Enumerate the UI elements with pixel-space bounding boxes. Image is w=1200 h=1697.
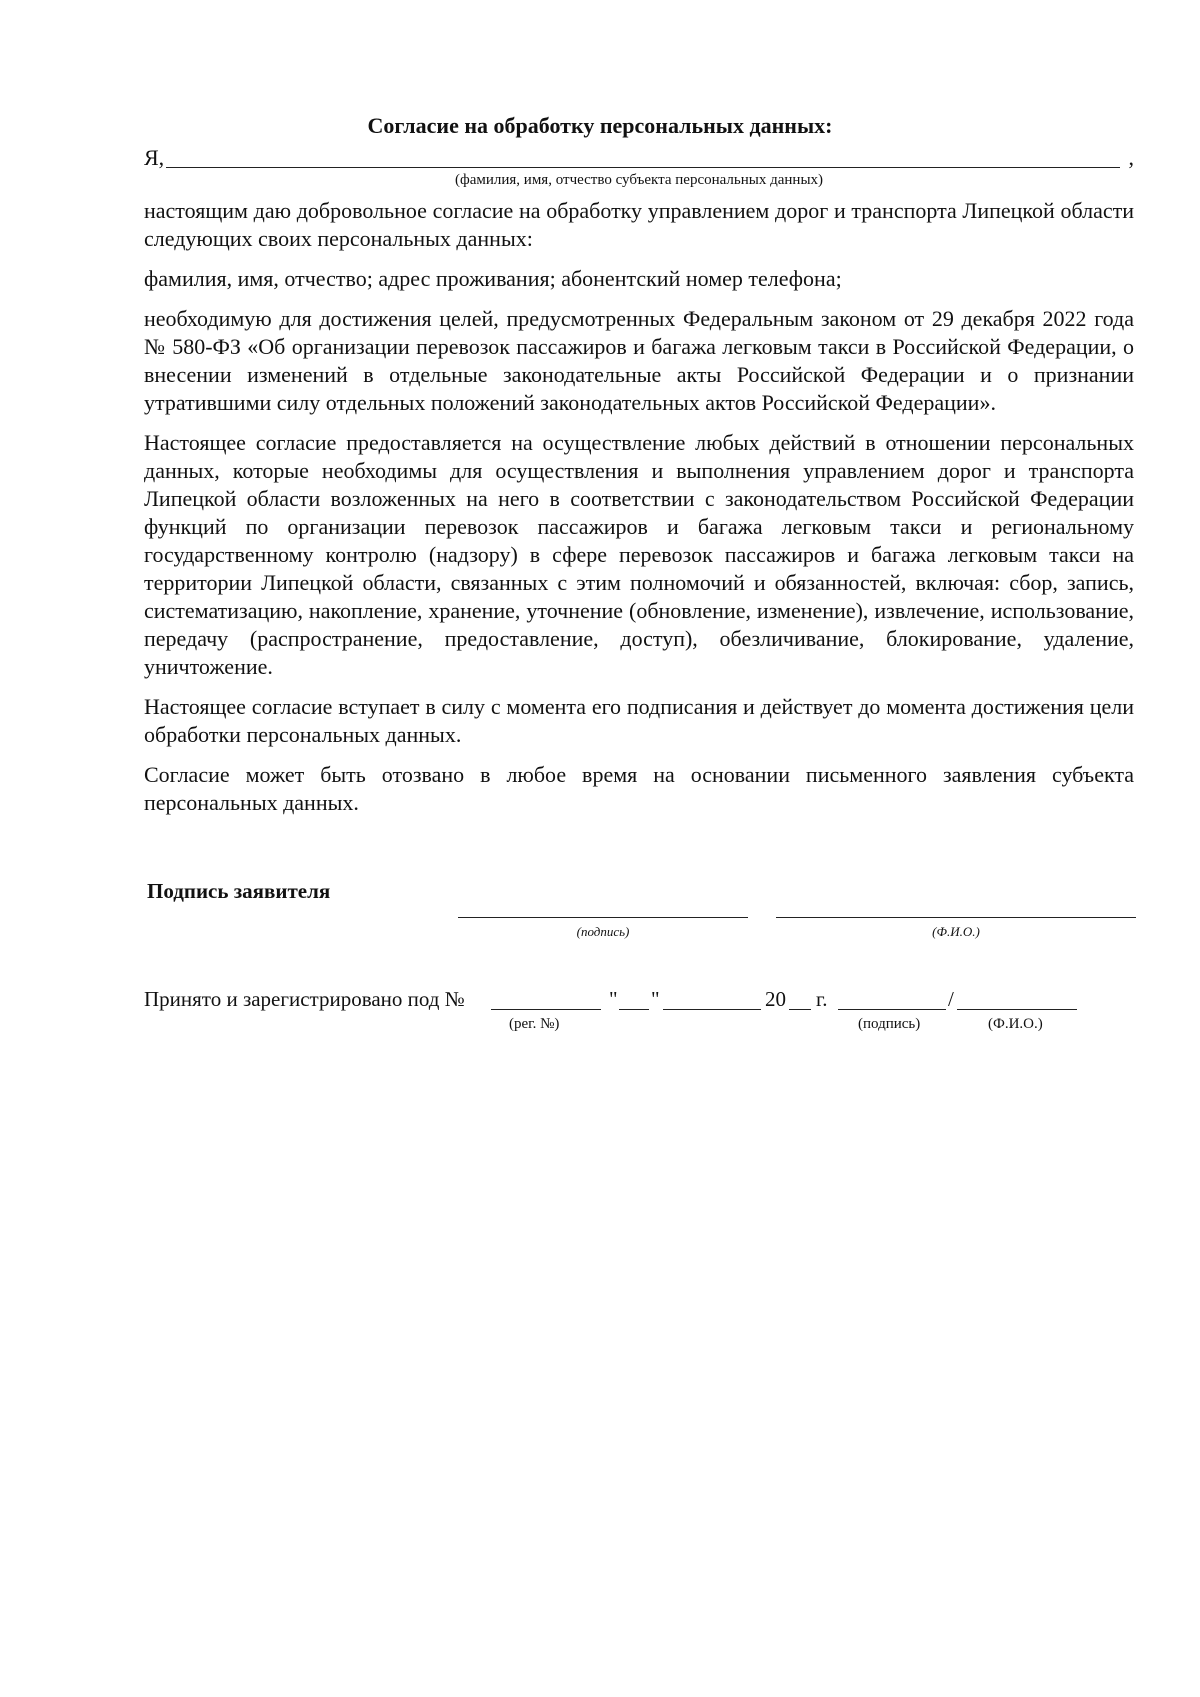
paragraph-data-list: фамилия, имя, отчество; адрес проживания; абонентский номер телефона; [144, 266, 842, 291]
date-quote-open: " [609, 987, 618, 1011]
applicant-fio-caption: (Ф.И.О.) [932, 924, 980, 939]
year-suffix: г. [816, 987, 828, 1011]
reg-number-caption: (рег. №) [509, 1016, 560, 1032]
paragraph-validity: Настоящее согласие вступает в силу с момента его подписания и действует до момента достижения цели обработки персональных данных. [144, 694, 1134, 747]
name-suffix: , [1128, 145, 1134, 170]
day-blank[interactable] [619, 1009, 649, 1010]
document-title: Согласие на обработку персональных данных: [367, 113, 833, 138]
consent-body [144, 197, 1134, 829]
registration-prefix: Принято и зарегистрировано под № [144, 987, 465, 1011]
paragraph-consent-intro: настоящим даю добровольное согласие на обработку управлением дорог и транспорта Липецкой области следующих своих персональных данных: [144, 198, 1134, 251]
reg-number-blank[interactable] [491, 1009, 601, 1010]
registrar-fio-caption: (Ф.И.О.) [988, 1016, 1043, 1032]
registrar-signature-caption: (подпись) [858, 1016, 921, 1032]
name-field-caption: (фамилия, имя, отчество субъекта персональных данных) [454, 172, 824, 188]
slash-separator: / [948, 987, 954, 1011]
registrar-fio-blank[interactable] [957, 1009, 1077, 1010]
year-prefix: 20 [765, 987, 786, 1011]
paragraph-purpose: необходимую для достижения целей, предусмотренных Федеральным законом от 29 декабря 2022 года № 580-ФЗ «Об организации перевозок пассажиров и багажа легковым такси в Российской Федерации, о внесении изменений в отдельные законодательные акты Российской Федерации и о признании утратившими силу отдельных положений законодательных актов Российской Федерации». [144, 306, 1134, 415]
applicant-signature-line[interactable] [458, 917, 748, 918]
paragraph-actions: Настоящее согласие предоставляется на осуществление любых действий в отношении персональных данных, которые необходимы для осуществления и выполнения управлением дорог и транспорта Липецкой области возложенных на него в соответствии с законодательством Российской Федерации функций по организации перевозок пассажиров и багажа легковым такси и региональному государственному контролю (надзору) в сфере перевозок пассажиров и багажа легковым такси на территории Липецкой области, связанных с этим полномочий и обязанностей, включая: сбор, запись, систематизацию, накопление, хранение, уточнение (обновление, изменение), извлечение, использование, передачу (распространение, предоставление, доступ), обезличивание, блокирование, удаление, уничтожение. [144, 430, 1134, 679]
year-blank[interactable] [789, 1009, 811, 1010]
name-blank-line[interactable] [166, 167, 1120, 168]
month-blank[interactable] [663, 1009, 761, 1010]
registrar-signature-blank[interactable] [838, 1009, 946, 1010]
applicant-fio-line[interactable] [776, 917, 1136, 918]
date-quote-close: " [651, 987, 660, 1011]
name-field-row [144, 145, 1134, 171]
applicant-signature-caption: (подпись) [576, 924, 630, 939]
signature-heading: Подпись заявителя [147, 879, 331, 903]
paragraph-revocation: Согласие может быть отозвано в любое время на основании письменного заявления субъекта персональных данных. [144, 762, 1134, 815]
registration-row [144, 986, 1144, 1014]
name-prefix: Я, [144, 145, 165, 170]
